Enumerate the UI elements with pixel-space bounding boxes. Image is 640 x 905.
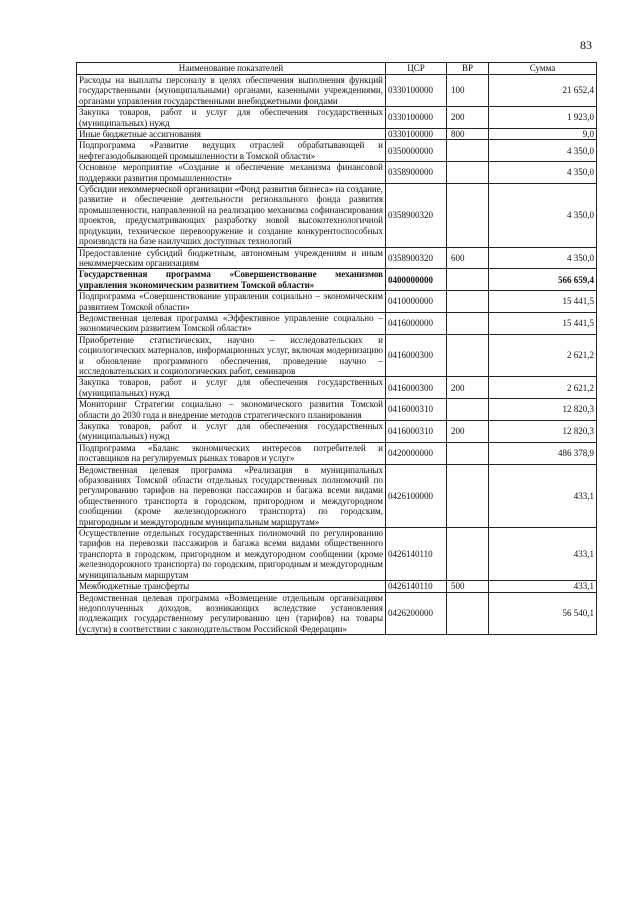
row-name: Иные бюджетные ассигнования <box>77 129 386 140</box>
row-vr <box>447 592 489 635</box>
row-csr: 0426140110 <box>386 581 447 592</box>
header-sum: Сумма <box>489 63 597 75</box>
row-vr <box>447 399 489 421</box>
row-sum: 4 350,0 <box>489 140 597 162</box>
row-csr: 0416000310 <box>386 421 447 443</box>
row-vr: 200 <box>447 107 489 129</box>
row-name: Ведомственная целевая программа «Эффективное управление социально – экономическим развитием Томской области» <box>77 312 386 334</box>
header-vr: ВР <box>447 63 489 75</box>
table-row <box>77 581 597 592</box>
budget-table <box>76 62 597 635</box>
table-row <box>77 464 597 527</box>
table-row <box>77 129 597 140</box>
row-vr <box>447 442 489 464</box>
row-name: Закупка товаров, работ и услуг для обеспечения государственных (муниципальных) нужд <box>77 377 386 399</box>
row-sum: 12 820,3 <box>489 421 597 443</box>
row-vr <box>447 334 489 377</box>
row-name: Мониторинг Стратегии социально – экономического развития Томской области до 2030 года и внедрение методов стратегического планирования <box>77 399 386 421</box>
row-vr <box>447 269 489 291</box>
row-csr: 0416000300 <box>386 334 447 377</box>
row-name: Субсидии некоммерческой организации «Фонд развития бизнеса» на создание, развитие и обеспечение деятельности регионального фонда развития промышленности, направленной на реализацию механизма софинансирования проектов, предусматривающих разработку новой высокотехнологичной продукции, техническое перевооружение и создание конкурентоспособных производств на базе наилучших доступных технологий <box>77 184 386 247</box>
row-vr: 100 <box>447 75 489 107</box>
row-name: Подпрограмма «Баланс экономических интересов потребителей и поставщиков на регулируемых рынках товаров и услуг» <box>77 442 386 464</box>
row-vr: 500 <box>447 581 489 592</box>
page-number: 83 <box>580 38 592 52</box>
row-csr: 0416000310 <box>386 399 447 421</box>
table-header-row <box>77 63 597 75</box>
row-name: Государственная программа «Совершенствование механизмов управления экономическим развитием Томской области» <box>77 269 386 291</box>
row-sum: 2 621,2 <box>489 377 597 399</box>
row-sum: 486 378,9 <box>489 442 597 464</box>
row-sum: 21 652,4 <box>489 75 597 107</box>
table-row <box>77 162 597 184</box>
row-name: Межбюджетные трансферты <box>77 581 386 592</box>
row-name: Закупка товаров, работ и услуг для обеспечения государственных (муниципальных) нужд <box>77 421 386 443</box>
table-row <box>77 528 597 581</box>
row-csr: 0416000000 <box>386 312 447 334</box>
row-sum: 433,1 <box>489 464 597 527</box>
row-sum: 12 820,3 <box>489 399 597 421</box>
row-csr: 0358900000 <box>386 162 447 184</box>
table-row <box>77 334 597 377</box>
row-vr: 800 <box>447 129 489 140</box>
table-row <box>77 184 597 247</box>
table-row <box>77 592 597 635</box>
row-sum: 15 441,5 <box>489 312 597 334</box>
row-csr: 0330100000 <box>386 107 447 129</box>
row-sum: 56 540,1 <box>489 592 597 635</box>
row-sum: 9,0 <box>489 129 597 140</box>
row-name: Подпрограмма «Совершенствование управления социально – экономическим развитием Томской области» <box>77 291 386 313</box>
row-sum: 433,1 <box>489 581 597 592</box>
row-vr <box>447 312 489 334</box>
row-sum: 4 350,0 <box>489 247 597 269</box>
table-row <box>77 377 597 399</box>
header-name: Наименование показателей <box>77 63 386 75</box>
row-vr <box>447 464 489 527</box>
row-csr: 0358900320 <box>386 247 447 269</box>
row-vr: 200 <box>447 421 489 443</box>
row-sum: 2 621,2 <box>489 334 597 377</box>
table-row <box>77 442 597 464</box>
table-row <box>77 107 597 129</box>
row-csr: 0358900320 <box>386 184 447 247</box>
row-name: Приобретение статистических, научно – исследовательских и социологических материалов, информационных услуг, включая модернизацию и обновление программного обеспечения, проведение научно – исследовательских и социологических работ, семинаров <box>77 334 386 377</box>
row-sum: 4 350,0 <box>489 162 597 184</box>
row-name: Расходы на выплаты персоналу в целях обеспечения выполнения функций государственными (муниципальными) органами, казенными учреждениями, органами управления государственными внебюджетными фондами <box>77 75 386 107</box>
table-row <box>77 399 597 421</box>
row-vr: 600 <box>447 247 489 269</box>
row-vr <box>447 184 489 247</box>
row-sum: 4 350,0 <box>489 184 597 247</box>
table-row <box>77 140 597 162</box>
table-row <box>77 247 597 269</box>
row-vr <box>447 162 489 184</box>
row-csr: 0410000000 <box>386 291 447 313</box>
row-vr <box>447 291 489 313</box>
row-name: Подпрограмма «Развитие ведущих отраслей обрабатывающей и нефтегазодобывающей промышленности в Томской области» <box>77 140 386 162</box>
header-csr: ЦСР <box>386 63 447 75</box>
row-sum: 566 659,4 <box>489 269 597 291</box>
row-csr: 0350000000 <box>386 140 447 162</box>
row-sum: 15 441,5 <box>489 291 597 313</box>
row-csr: 0400000000 <box>386 269 447 291</box>
row-csr: 0426200000 <box>386 592 447 635</box>
table-row <box>77 291 597 313</box>
row-csr: 0426140110 <box>386 528 447 581</box>
row-name: Закупка товаров, работ и услуг для обеспечения государственных (муниципальных) нужд <box>77 107 386 129</box>
row-sum: 1 923,0 <box>489 107 597 129</box>
row-csr: 0420000000 <box>386 442 447 464</box>
row-name: Ведомственная целевая программа «Реализация в муниципальных образованиях Томской области отдельных государственных полномочий по регулированию тарифов на перевозки пассажиров и багажа всеми видами общественного транспорта в городском, пригородном и междугородном сообщении (кроме железнодорожного транспорта) по городским, пригородным и междугородным муниципальным маршрутам» <box>77 464 386 527</box>
table-row-program <box>77 269 597 291</box>
table-row <box>77 312 597 334</box>
row-vr <box>447 140 489 162</box>
table-row <box>77 75 597 107</box>
row-name: Предоставление субсидий бюджетным, автономным учреждениям и иным некоммерческим организациям <box>77 247 386 269</box>
row-sum: 433,1 <box>489 528 597 581</box>
row-name: Осуществление отдельных государственных полномочий по регулированию тарифов на перевозки пассажиров и багажа всеми видами общественного транспорта в городском, пригородном и междугородном сообщении (кроме железнодорожного транспорта) по городским, пригородным и междугородным муниципальным маршрутам <box>77 528 386 581</box>
row-name: Ведомственная целевая программа «Возмещение отдельным организациям недополученных доходов, возникающих вследствие установления подлежащих государственному регулированию цен (тарифов) на товары (услуги) в соответствии с законодательством Российской Федерации» <box>77 592 386 635</box>
row-csr: 0330100000 <box>386 75 447 107</box>
row-vr: 200 <box>447 377 489 399</box>
row-csr: 0426100000 <box>386 464 447 527</box>
row-name: Основное мероприятие «Создание и обеспечение механизма финансовой поддержки развития промышленности» <box>77 162 386 184</box>
table-row <box>77 421 597 443</box>
row-csr: 0416000300 <box>386 377 447 399</box>
row-csr: 0330100000 <box>386 129 447 140</box>
row-vr <box>447 528 489 581</box>
